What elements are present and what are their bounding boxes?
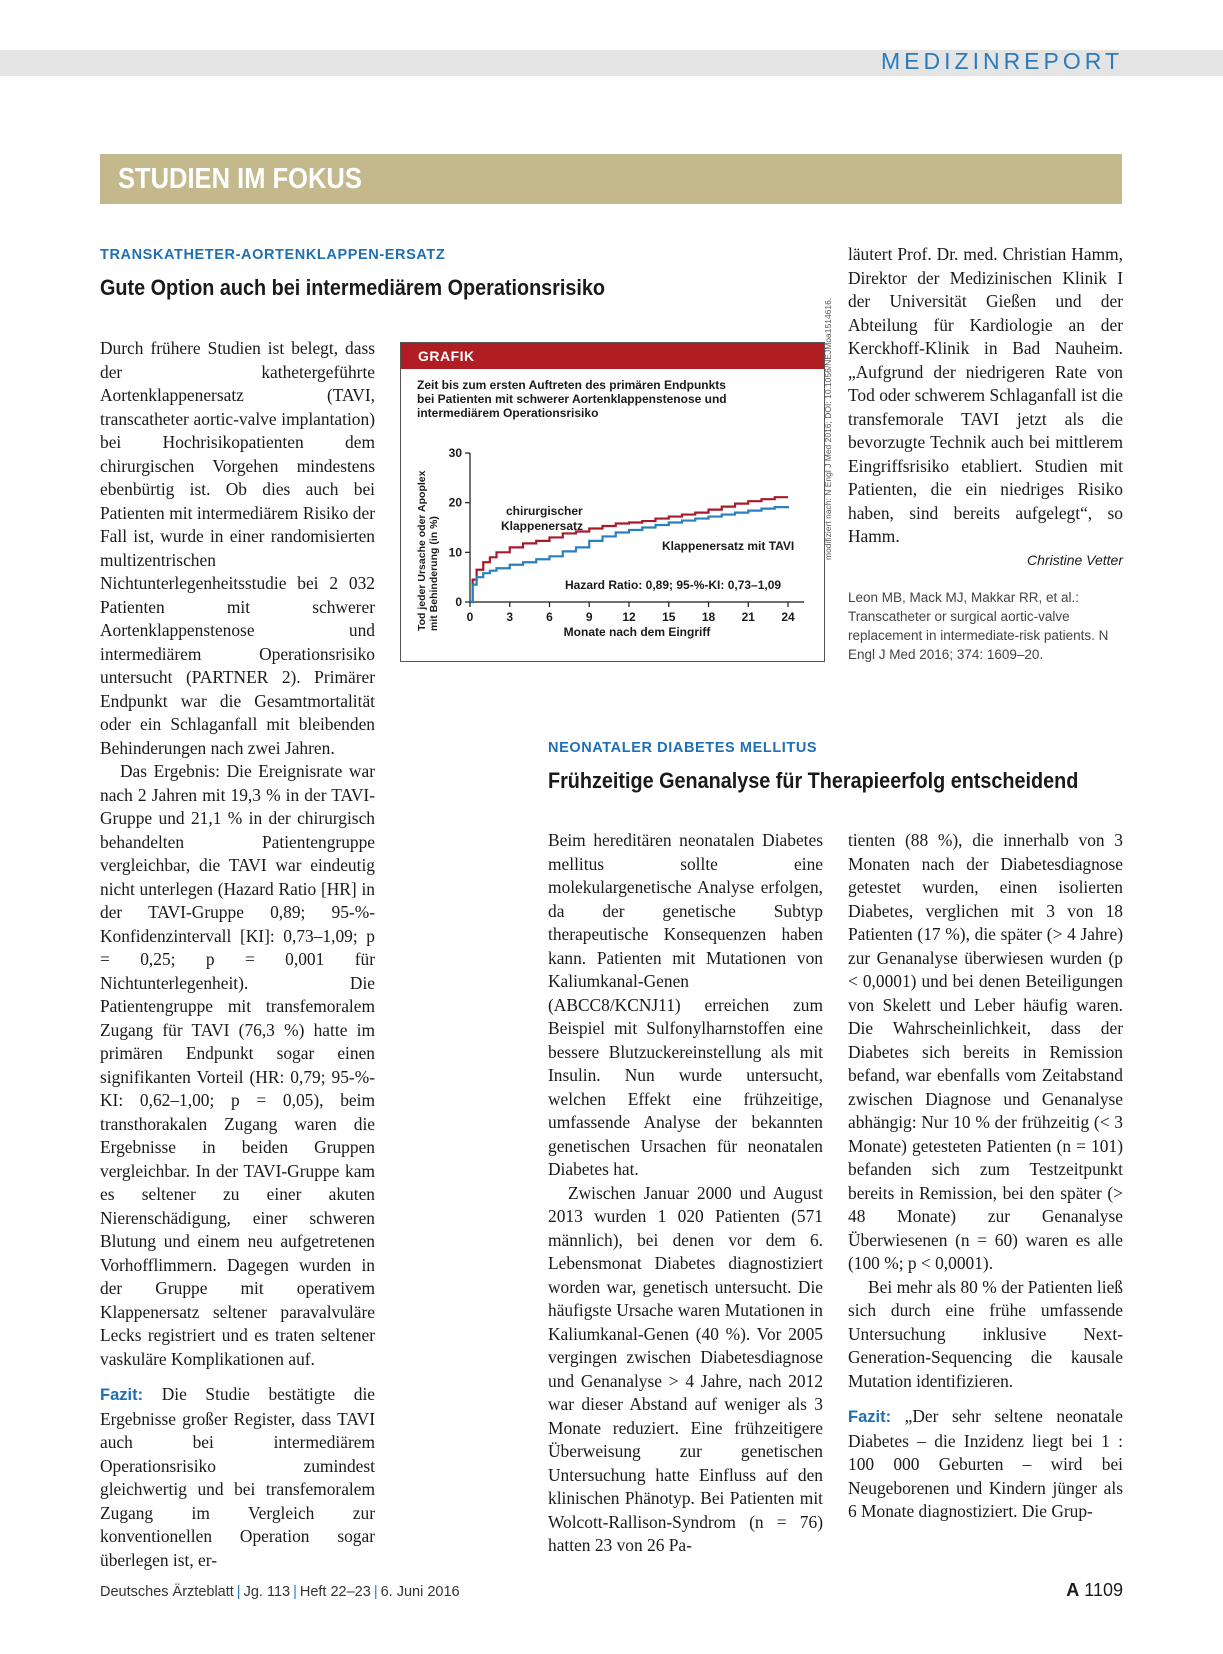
article1-kicker: TRANSKATHETER-AORTENKLAPPEN-ERSATZ bbox=[100, 247, 446, 263]
article1-continued-text: läutert Prof. Dr. med. Christian Hamm, Direktor der Medizinischen Klinik I der Universität Gießen und der Abteilung für Kardiologie an der Kerckhoff-Klinik in Bad Nauheim. „Aufgrund der niedrigeren Rate von Tod oder schwerem Schlaganfall ist die transfemorale TAVI jetzt als die bevorzugte Technik auch bei mittlerem Eingriffsrisiko etabliert. Studien mit Patienten, die ein niedriges Risiko haben, sind bereits aufgelegt“, so Hamm. bbox=[848, 244, 1123, 546]
chart-title-line-1: Zeit bis zum ersten Auftreten des primären Endpunkts bbox=[417, 378, 726, 392]
x-tick-label: 3 bbox=[506, 610, 514, 624]
footer-volume: Jg. 113 bbox=[243, 1584, 291, 1600]
chart-title-line-3: intermediärem Operationsrisiko bbox=[417, 406, 599, 420]
footer-separator: | bbox=[293, 1584, 297, 1600]
grafik-header bbox=[401, 343, 824, 369]
fokus-title: STUDIEN IM FOKUS bbox=[118, 163, 362, 195]
footer-separator: | bbox=[236, 1584, 241, 1600]
article2-paragraph-2: Zwischen Januar 2000 und August 2013 wurden 1 020 Patienten (571 männlich), bei denen vor dem 6. Lebensmonat Diabetes diagnostiziert worden war, genetisch untersucht. Die häufigste Ursache waren Mutationen in Kaliumkanal-Genen (40 %). Vor 2005 vergingen zwischen Diabetesdiagnose und Genanalyse > 4 Jahre, nach 2012 war dieser Abstand auf weniger als 3 Monate reduziert. Eine frühzeitigere Überweisung zur genetischen Untersuchung hatte Einfluss auf den klinischen Phänotyp. Bei Patienten mit Wolcott-Rallison-Syndrom (n = 76) hatten 23 von 26 Pa- bbox=[548, 1182, 823, 1555]
footer-citation bbox=[100, 1584, 460, 1600]
article2-fazit-label: Fazit: bbox=[848, 1408, 892, 1426]
series-label-surgical-line-1: chirurgischer bbox=[506, 504, 583, 518]
article2-column-3 bbox=[848, 829, 1123, 1524]
chart-annotation: Hazard Ratio: 0,89; 95-%-KI: 0,73–1,09 bbox=[565, 578, 782, 592]
chart-title-line-2: bei Patienten mit schwerer Aortenklappenstenose und bbox=[417, 392, 727, 406]
x-tick-label: 12 bbox=[622, 610, 636, 624]
chart-ylabel-line-2: mit Behinderung (in %) bbox=[428, 516, 440, 631]
article1-reference: Leon MB, Mack MJ, Makkar RR, et al.: Transcatheter or surgical aortic-valve replacement in intermediate-risk patients. N Engl J Med 2016; 374: 1609–20. bbox=[848, 590, 1109, 662]
article1-author: Christine Vetter bbox=[1027, 552, 1123, 568]
grafik-box bbox=[400, 342, 825, 662]
article1-column-3 bbox=[848, 243, 1123, 549]
article1-fazit-text: Die Studie bestätigte die Ergebnisse großer Register, dass TAVI auch bei intermediärem Operationsrisiko zumindest gleichwertig und bei transfemoralem Zugang im Vergleich zur konventionellen Operation sogar überlegen ist, er- bbox=[100, 1384, 375, 1570]
article2-headline: Frühzeitige Genanalyse für Therapieerfolg entscheidend bbox=[548, 768, 1079, 793]
page-prefix: A bbox=[1066, 1580, 1080, 1600]
footer-separator: | bbox=[373, 1584, 378, 1600]
article2-paragraph-4: Bei mehr als 80 % der Patienten ließ sich durch eine frühe umfassende Untersuchung inklusive Next-Generation-Sequencing die kausale Mutation identifizieren. bbox=[848, 1276, 1123, 1391]
footer-journal: Deutsches Ärzteblatt bbox=[100, 1584, 234, 1600]
grafik-label: GRAFIK bbox=[418, 348, 475, 364]
article2-column-2 bbox=[548, 829, 823, 1558]
article2-fazit bbox=[848, 1405, 1123, 1524]
article2-paragraph-3: tienten (88 %), die innerhalb von 3 Monaten nach der Diabetesdiagnose getestet wurden, einen isolierten Diabetes, verglichen mit 3 von 18 Patienten (17 %), die später (> 4 Jahre) zur Genanalyse überwiesen wurden (p < 0,0001) und bei denen Beteiligungen von Skelett und Leber häufig waren. Die Wahrscheinlichkeit, dass der Diabetes sich bereits in Remission befand, war ebenfalls vom Zeitabstand zwischen Diagnose und Genanalyse abhängig: Nur 10 % der frühzeitig (< 3 Monate) getesteten Patienten (n = 101) befanden sich zum Testzeitpunkt bereits in Remission, bei den später (> 48 Monate) zur Genanalyse Überwiesenen (n = 60) waren es alle (100 %; p < 0,0001). bbox=[848, 830, 1123, 1273]
x-tick-label: 24 bbox=[781, 610, 795, 624]
x-tick-label: 18 bbox=[701, 610, 716, 624]
chart-xlabel: Monate nach dem Eingriff bbox=[563, 625, 711, 639]
article2-paragraph-1: Beim hereditären neonatalen Diabetes mellitus sollte eine molekulargenetische Analyse erfolgen, da der genetische Subtyp therapeutische Konsequenzen haben kann. Patienten mit Mutationen von Kaliumkanal-Genen (ABCC8/KCNJ11) erreichen zum Beispiel mit Sulfonylharnstoffen eine bessere Blutzuckereinstellung als mit Insulin. Nun wurde untersucht, welchen Effekt eine frühzeitige, umfassende Analyse der bekannten genetischen Ursachen für neonatalen Diabetes hat. bbox=[548, 830, 823, 1179]
y-tick-label: 0 bbox=[455, 595, 462, 609]
x-tick-label: 6 bbox=[546, 610, 553, 624]
y-tick-label: 10 bbox=[448, 545, 462, 560]
chart-ylabel-line-1: Tod jeder Ursache oder Apoplex bbox=[416, 470, 428, 631]
x-tick-label: 9 bbox=[585, 610, 593, 624]
article1-paragraph-2: Das Ergebnis: Die Ereignisrate war nach 2 Jahren mit 19,3 % in der TAVI-Gruppe und 21,1 % in der chirurgisch behandelten Patientengruppe vergleichbar, die TAVI war eindeutig nicht unterlegen (Hazard Ratio [HR] in der TAVI-Gruppe 0,89; 95-%-Konfidenzintervall [KI]: 0,73–1,09; p = 0,25; p = 0,001 für Nichtunterlegenheit). Die Patientengruppe mit transfemoralem Zugang für TAVI (76,3 %) hatte im primären Endpunkt sogar einen signifikanten Vorteil (HR: 0,79; 95-%-KI: 0,62–1,00; p = 0,05), beim transthorakalen Zugang waren die Ergebnisse in beiden Gruppen vergleichbar. In der TAVI-Gruppe kam es seltener zu einer akuten Nierenschädigung, einer schweren Blutung und einem neu aufgetretenen Vorhofflimmern. Dagegen wurden in der Gruppe mit operativem Klappenersatz seltener paravalvuläre Lecks registriert und es traten seltener vaskuläre Komplikationen auf. bbox=[100, 761, 375, 1369]
x-tick-label: 15 bbox=[662, 610, 676, 624]
article1-headline: Gute Option auch bei intermediärem Operationsrisiko bbox=[100, 275, 606, 300]
article2-fazit-text: „Der sehr seltene neonatale Diabetes – die Inzidenz liegt bei 1 : 100 000 Geburten – wird bei Neugeborenen und Kindern jünger als 6 Monate diagnostiziert. Die Grup- bbox=[848, 1406, 1123, 1521]
series-label-surgical-line-2: Klappenersatz bbox=[501, 519, 584, 533]
footer-date: 6. Juni 2016 bbox=[380, 1584, 460, 1600]
article1-paragraph-1: Durch frühere Studien ist belegt, dass der kathetergeführte Aortenklappenersatz (TAVI, transcatheter aortic-valve implantation) bei Hochrisikopatienten dem chirurgischen Vorgehen mindestens ebenbürtig ist. Ob dies auch bei Patienten mit intermediärem Risiko der Fall ist, wurde in einer randomisierten multizentrischen Nichtunterlegenheitsstudie bei 2 032 Patienten mit schwerer Aortenklappenstenose und intermediärem Operationsrisiko untersucht (PARTNER 2). Primärer Endpunkt war die Gesamtmortalität oder ein Schlaganfall mit bleibenden Behinderungen nach zwei Jahren. bbox=[100, 338, 375, 758]
article2-kicker: NEONATALER DIABETES MELLITUS bbox=[548, 740, 818, 756]
x-tick-label: 0 bbox=[466, 610, 474, 624]
x-tick-label: 21 bbox=[741, 610, 755, 624]
footer-issue: Heft 22–23 bbox=[299, 1584, 371, 1600]
series-label-tavi: Klappenersatz mit TAVI bbox=[662, 539, 795, 553]
y-tick-label: 20 bbox=[448, 495, 462, 510]
page-number bbox=[1066, 1580, 1123, 1601]
article1-fazit-label: Fazit: bbox=[100, 1386, 144, 1404]
grafik-side-credit: modifiziert nach: N Engl J Med 2016; DOI: 10.1056/NEJMoa1514616. bbox=[823, 297, 833, 560]
survival-chart bbox=[401, 369, 824, 661]
section-title: MEDIZINREPORT bbox=[881, 48, 1123, 74]
article1-fazit bbox=[100, 1383, 375, 1572]
y-tick-label: 30 bbox=[448, 446, 462, 460]
article1-column-1 bbox=[100, 337, 375, 1572]
fokus-banner bbox=[100, 154, 1122, 204]
page-number-value: 1109 bbox=[1084, 1580, 1123, 1600]
